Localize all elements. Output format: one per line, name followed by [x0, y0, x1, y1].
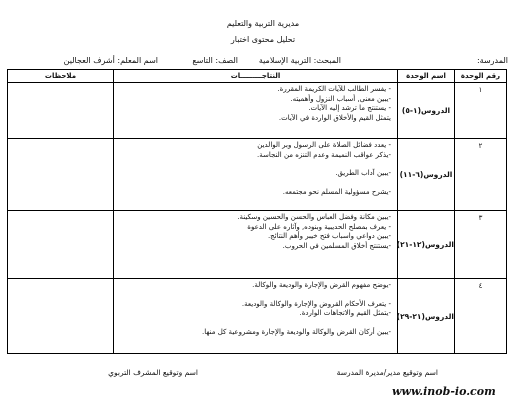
goal-line: - يتعرف الأحكام القروض والإجارة والوكالة والوديعة.	[241, 299, 391, 308]
goal-spacer	[118, 179, 391, 188]
content-analysis-table	[7, 69, 507, 354]
unit-number: ٣	[455, 211, 507, 279]
goal-line: -يبين مكانة وفضل العباس والحسن والحسين وسكينة.	[237, 213, 391, 221]
goals-cell	[114, 83, 398, 139]
goal-line: -يبين أركان القرض والوكالة والوديعة والإجارة ومشروعية كل منها.	[202, 327, 391, 336]
goal-line: - يعرف بمصلح الحديبية وبنوده, وآثاره على الدعوة	[247, 222, 391, 231]
goals-cell	[114, 211, 398, 279]
watermark-url: www.inob-io.com	[392, 385, 496, 398]
goal-line: - يستنتج ما ترشد إليه الآيات.	[308, 104, 391, 112]
goal-spacer	[118, 319, 391, 328]
goals-cell	[114, 139, 398, 211]
exam-analysis-title: تحليل محتوى اختبار	[230, 35, 296, 44]
table-row	[8, 279, 507, 354]
header-notes: ملاحظات	[8, 70, 114, 83]
goal-line: -يتمثل القيم والاتجاهات الواردة.	[299, 309, 391, 317]
goal-line: يتمثل القيم والأخلاق الواردة في الآيات.	[278, 113, 391, 122]
table-row	[8, 139, 507, 211]
table-row	[8, 83, 507, 139]
notes-cell	[8, 83, 114, 139]
notes-cell	[8, 279, 114, 354]
directorate-title: مديرية التربية والتعليم	[226, 19, 300, 28]
unit-name: الدروس(٢١-٢٩)	[398, 279, 455, 354]
header-unit-no: رقم الوحدة	[455, 70, 507, 83]
notes-cell	[8, 139, 114, 211]
goal-line: -يبين معنى, أسباب النزول وأهميته.	[290, 94, 391, 103]
goal-line: -يذكر عواقب النميمة وعدم التنزه من النجاسة.	[257, 150, 391, 159]
notes-cell	[8, 211, 114, 279]
header-goals: النتاجـــــــــات	[114, 70, 398, 83]
unit-number: ١	[455, 83, 507, 139]
goal-line: - يفسر الطالب للآيات الكريمة المقررة.	[277, 85, 391, 93]
unit-number: ٢	[455, 139, 507, 211]
goal-line: - يعدد فضائل الصلاة على الرسول وبر الوالدين	[257, 141, 391, 149]
school-field: المدرسة:	[476, 56, 508, 65]
table-header-row	[8, 70, 507, 83]
goal-line: -يبين دواعي واسباب فتح خيبر وأهم النتائج.	[267, 232, 391, 240]
goal-line: -يستنتج أخلاق المسلمين في الحروب.	[282, 241, 391, 250]
table-row	[8, 211, 507, 279]
unit-name: الدروس(١٢-٢١)	[398, 211, 455, 279]
header-unit-name: اسم الوحدة	[398, 70, 455, 83]
goal-line: -يوضح مفهوم القرض والإجارة والوديعة والوكالة.	[252, 281, 391, 289]
goal-spacer	[118, 291, 391, 300]
goal-spacer	[118, 160, 391, 169]
principal-signature-label: اسم وتوقيع مدير/مديرة المدرسة	[336, 368, 438, 377]
teacher-field: اسم المعلم: أشرف العجالين	[63, 56, 158, 65]
goals-cell	[114, 279, 398, 354]
goal-line: -يشرح مسؤولية المسلم نحو مجتمعه.	[282, 187, 391, 196]
supervisor-signature-label: اسم وتوقيع المشرف التربوي	[108, 368, 198, 377]
unit-name: الدروس(١-٥)	[398, 83, 455, 139]
subject-field: المبحث: التربية الإسلامية	[258, 56, 341, 65]
grade-field: الصف: التاسع	[192, 56, 238, 65]
goal-line: -يبين آداب الطريق.	[335, 169, 391, 177]
unit-number: ٤	[455, 279, 507, 354]
unit-name: الدروس(٦-١١)	[398, 139, 455, 211]
